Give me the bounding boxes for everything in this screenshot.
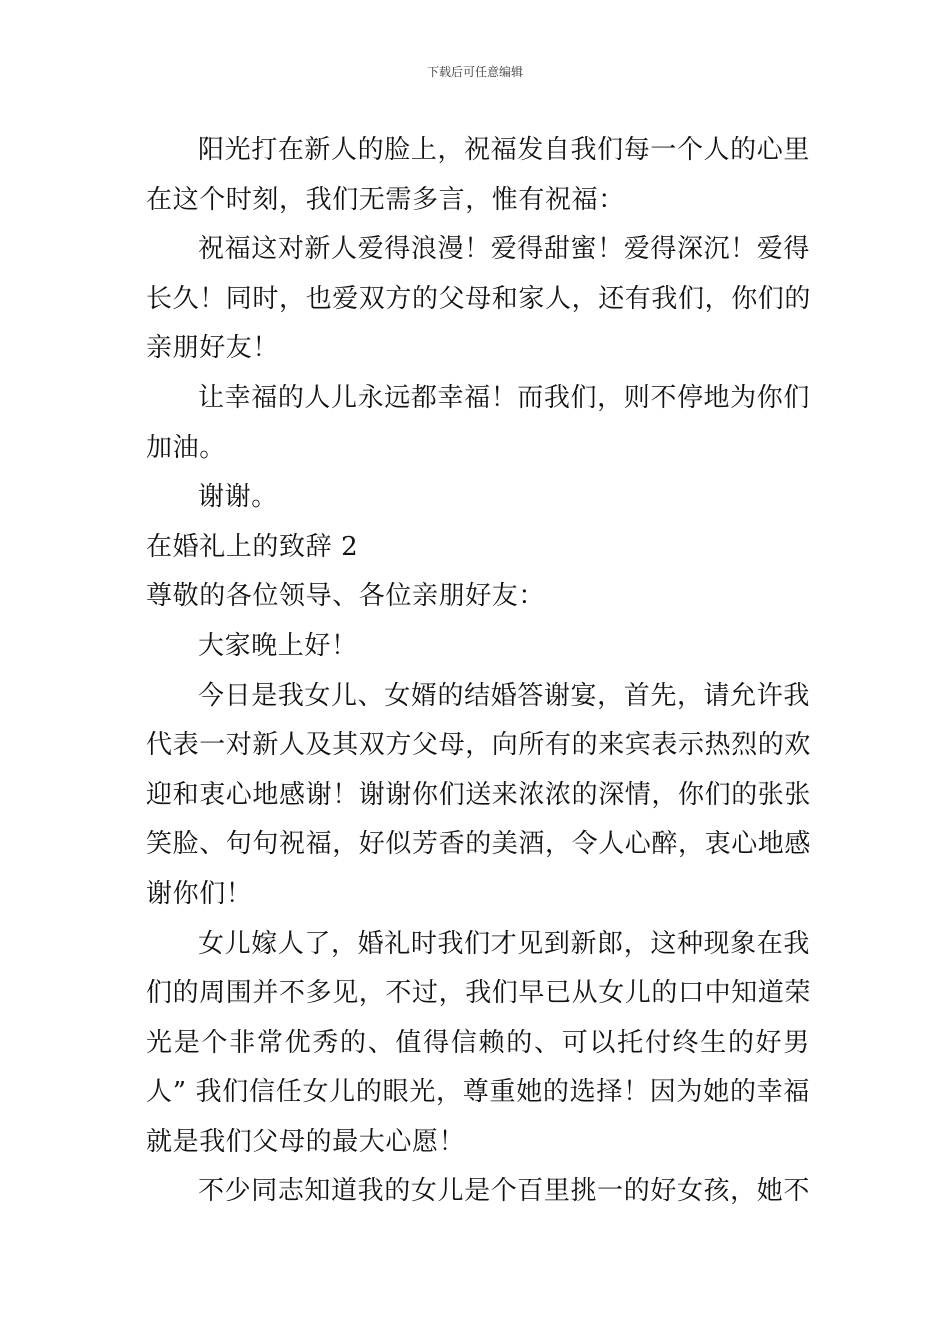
text-line: 不少同志知道我的女儿是个百里挑一的好女孩，她不 [198, 1176, 810, 1207]
text-line: 在这个时刻，我们无需多言，惟有祝福： [146, 184, 625, 215]
text-line: 谢你们！ [146, 878, 253, 909]
text-line: 人” 我们信任女儿的眼光，尊重她的选择！因为她的幸福 [146, 1077, 810, 1108]
text-line: 长久！同时，也爱双方的父母和家人，还有我们，你们的 [146, 283, 812, 314]
text-line: 女儿嫁人了，婚礼时我们才见到新郎，这种现象在我 [198, 928, 810, 959]
text-line: 加油。 [146, 432, 226, 463]
text-line: 光是个非常优秀的、值得信赖的、可以托付终生的好男 [146, 1027, 810, 1058]
section-title: 在婚礼上的致辞 2 [146, 531, 359, 562]
text-line: 让幸福的人儿永远都幸福！而我们，则不停地为你们 [198, 382, 810, 413]
page-header: 下载后可任意编辑 [426, 65, 523, 79]
text-line: 大家晚上好！ [198, 630, 358, 661]
text-line: 阳光打在新人的脸上，祝福发自我们每一个人的心里 [198, 135, 810, 165]
text-line: 迎和衷心地感谢！谢谢你们送来浓浓的深情，你们的张张 [146, 779, 812, 810]
text-line: 们的周围并不多见，不过，我们早已从女儿的口中知道荣 [146, 978, 812, 1009]
text-line: 就是我们父母的最大心愿！ [146, 1126, 466, 1157]
text-line: 代表一对新人及其双方父母，向所有的来宾表示热烈的欢 [146, 730, 812, 761]
salutation: 尊敬的各位领导、各位亲朋好友： [146, 581, 546, 612]
text-line: 谢谢。 [198, 482, 278, 513]
text-line: 今日是我女儿、女婿的结婚答谢宴，首先，请允许我 [198, 680, 810, 711]
text-line: 亲朋好友！ [146, 333, 280, 364]
document-body [146, 126, 810, 1217]
text-line: 笑脸、句句祝福，好似芳香的美酒，令人心醉，衷心地感 [146, 829, 812, 860]
text-line: 祝福这对新人爱得浪漫！爱得甜蜜！爱得深沉！爱得 [198, 234, 810, 265]
